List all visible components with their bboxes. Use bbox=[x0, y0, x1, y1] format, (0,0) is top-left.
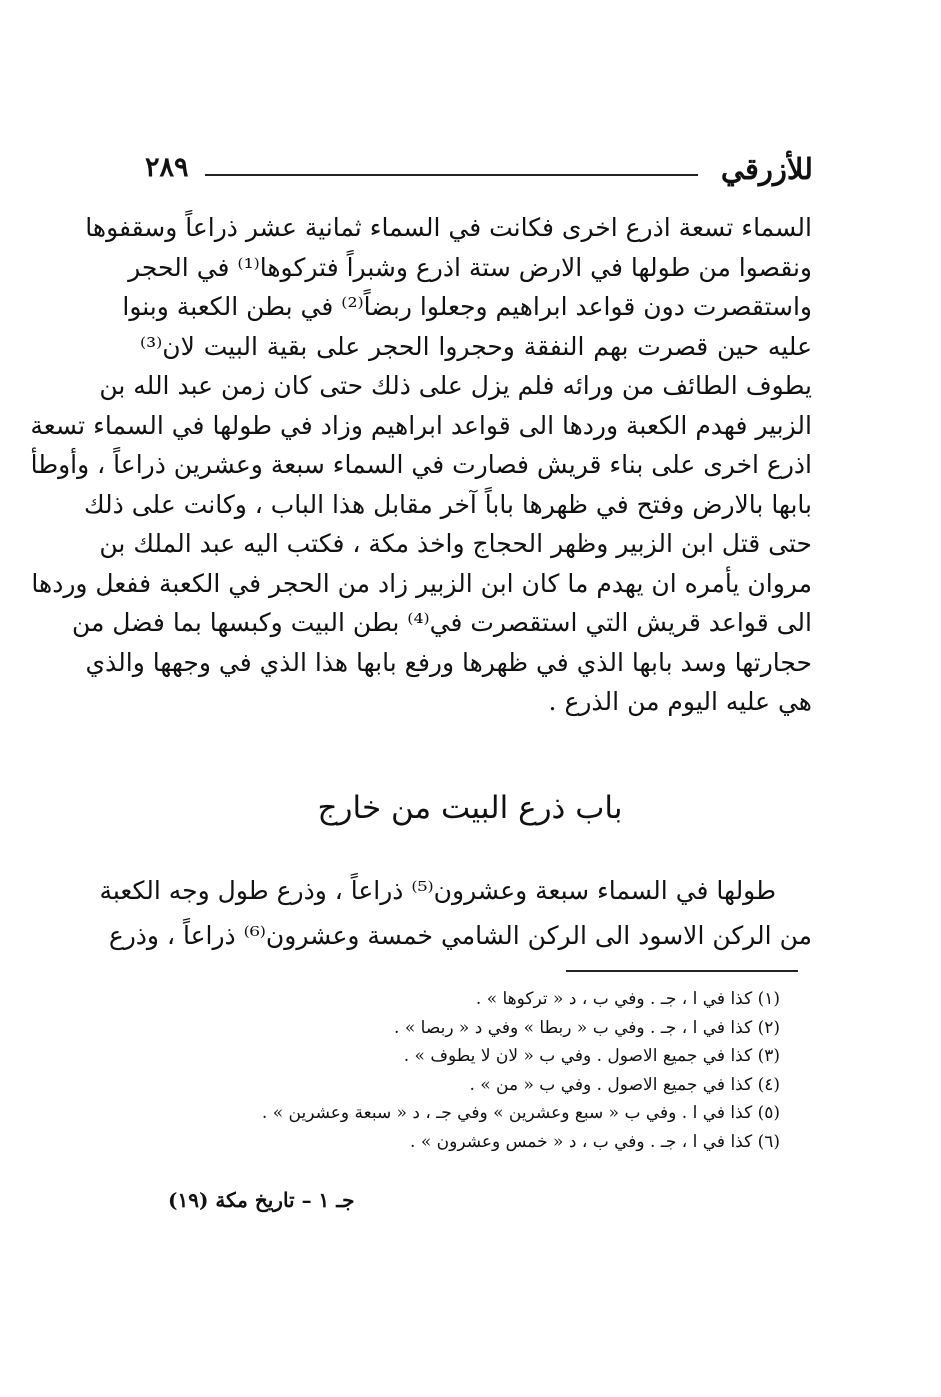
text-line: يطوف الطائف من ورائه فلم يزل على ذلك حتى كان زمن عبد الله بن bbox=[99, 371, 812, 400]
text-line: مروان يأمره ان يهدم ما كان ابن الزبير زاد من الحجر في الكعبة ففعل وردها bbox=[31, 568, 812, 598]
text-line: حجارتها وسد بابها الذي في ظهرها ورفع بابها هذا الذي في وجهها والذي bbox=[85, 647, 812, 677]
text-line: اذرع اخرى على بناء قريش فصارت في السماء سبعة وعشرين ذراعاً ، وأوطأ bbox=[30, 450, 812, 479]
footnote: (٣) كذا في جميع الاصول . وفي ب « لان لا يطوف » . bbox=[403, 1046, 780, 1066]
text-line: الزبير فهدم الكعبة وردها الى قواعد ابراهيم وزاد في طولها في السماء تسعة bbox=[30, 410, 812, 440]
signature-line: جـ ١ – تاريخ مكة (١٩) bbox=[168, 1188, 355, 1212]
main-paragraph bbox=[30, 208, 812, 722]
footnote: (٦) كذا في ا ، جـ . وفي ب ، د « خمس وعشرون » . bbox=[410, 1131, 780, 1152]
text-line: من الركن الاسود الى الركن الشامي خمسة وعشرون⁽⁶⁾ ذراعاً ، وذرع bbox=[108, 921, 812, 950]
page-number: ٢٨٩ bbox=[145, 152, 189, 183]
text-line: بابها بالارض وفتح في ظهرها باباً آخر مقابل هذا الباب ، وكانت على ذلك bbox=[83, 489, 812, 519]
text-line: الى قواعد قريش التي استقصرت في⁽⁴⁾ بطن البيت وكبسها بما فضل من bbox=[71, 608, 812, 637]
text-line: طولها في السماء سبعة وعشرون⁽⁵⁾ ذراعاً ، وذرع طول وجه الكعبة bbox=[99, 876, 776, 905]
page-header bbox=[145, 150, 813, 194]
section-heading: باب ذرع البيت من خارج bbox=[317, 790, 623, 826]
text-line: السماء تسعة اذرع اخرى فكانت في السماء ثمانية عشر ذراعاً وسقفوها bbox=[85, 213, 812, 242]
footnote-rule bbox=[566, 970, 798, 972]
footnote: (٢) كذا في ا ، جـ . وفي ب « ربطا » وفي د « ربصا » . bbox=[394, 1017, 780, 1038]
footnote: (١) كذا في ا ، جـ . وفي ب ، د « تركوها » . bbox=[475, 989, 780, 1009]
text-line: ونقصوا من طولها في الارض ستة اذرع وشبراً فتركوها⁽¹⁾ في الحجر bbox=[128, 252, 812, 282]
footnote: (٥) كذا في ا . وفي ب « سبع وعشرين » وفي جـ ، د « سبعة وعشرين » . bbox=[261, 1103, 780, 1123]
text-line: واستقصرت دون قواعد ابراهيم وجعلوا ربضاً⁽²⁾ في بطن الكعبة وبنوا bbox=[122, 292, 812, 321]
header-rule bbox=[205, 174, 698, 176]
running-title: للأزرقي bbox=[720, 152, 813, 186]
text-line: حتى قتل ابن الزبير وظهر الحجاج واخذ مكة ، فكتب اليه عبد الملك بن bbox=[99, 529, 812, 558]
second-paragraph bbox=[99, 868, 812, 958]
footnote: (٤) كذا في جميع الاصول . وفي ب « من » . bbox=[469, 1074, 780, 1095]
text-line: هي عليه اليوم من الذرع . bbox=[548, 687, 812, 716]
footnotes bbox=[260, 985, 780, 1156]
text-line: عليه حين قصرت بهم النفقة وحجروا الحجر على بقية البيت لان⁽³⁾ bbox=[140, 331, 812, 361]
